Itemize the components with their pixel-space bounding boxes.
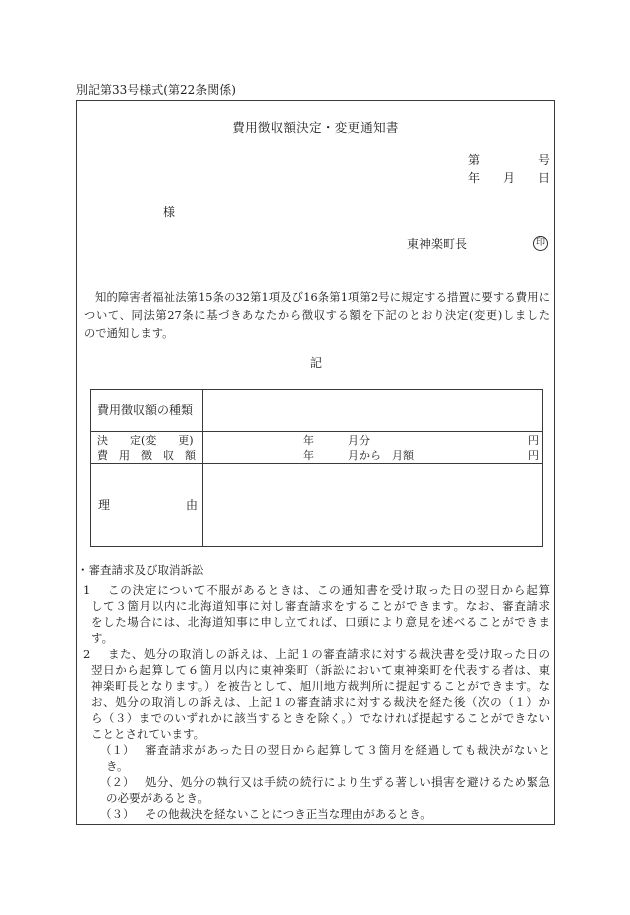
recipient-honorific: 様	[163, 205, 176, 219]
document-title: 費用徴収額決定・変更通知書	[232, 120, 399, 135]
amount-label-line: 決 定(変 更)	[97, 434, 194, 447]
appeal-item-line: 翌日から起算して６箇月以内に東神楽町（訴訟において東神楽町を代表する者は、東	[91, 663, 550, 677]
appeal-subitem-line: の必要があるとき。	[106, 791, 210, 805]
monthly-year: 年	[303, 449, 314, 462]
monthly-yen: 円	[528, 449, 539, 462]
amount-year: 年	[303, 434, 314, 447]
appeal-item-line: 神楽町長となります。）を被告として、旭川地方裁判所に提起することができます。な	[91, 679, 550, 693]
number-suffix: 号	[538, 153, 551, 167]
amount-label-cell	[91, 432, 203, 463]
amount-value	[203, 432, 542, 463]
appeal-subitem-marker: （２）	[100, 775, 135, 789]
appeal-item-line: この決定について不服があるときは、この通知書を受け取った日の翌日から起算	[108, 583, 551, 597]
table-row-amount	[91, 432, 542, 464]
reason-label-cell	[91, 464, 203, 546]
monthly-from: 月から 月額	[348, 449, 414, 462]
fee-type-label-cell	[91, 390, 203, 431]
table-row-reason	[91, 464, 542, 546]
appeal-subitem-line: その他裁決を経ないことにつき正当な理由があるとき。	[145, 807, 432, 821]
fee-table	[90, 389, 543, 547]
amount-label-line: 費 用 徴 収 額	[97, 449, 196, 462]
reason-label-char: 理	[98, 498, 111, 512]
appeal-subitem-line: 処分、処分の執行又は手続の続行により生ずる著しい損害を避けるため緊急	[145, 775, 550, 789]
appeal-subitem-line: き。	[106, 759, 129, 773]
appeal-subitem-line: 審査請求があった日の翌日から起算して３箇月を経過しても裁決がないと	[145, 743, 550, 757]
appeal-item-marker: 2	[83, 647, 91, 661]
appeal-item-line: また、処分の取消しの訴えは、上記１の審査請求に対する裁決書を受け取った日の	[108, 647, 550, 661]
reason-label-char: 由	[186, 498, 199, 512]
amount-month: 月分	[348, 434, 370, 447]
reason-value	[203, 464, 542, 546]
appeal-item-line: お、処分の取消しの訴えは、上記１の審査請求に対する裁決を経た後（次の（１）か	[91, 695, 550, 709]
date-day: 日	[538, 171, 551, 185]
fee-type-value	[203, 390, 542, 431]
appeal-subitem-marker: （１）	[100, 743, 135, 757]
form-label: 別記第33号様式(第22条関係)	[76, 83, 236, 97]
fee-type-label: 費用徴収額の種類	[97, 403, 194, 417]
appeal-item-line: す。	[91, 631, 114, 645]
appeal-item-line: をした場合には、北海道知事に申し立てれば、口頭により意見を述べることができま	[91, 615, 550, 629]
number-prefix: 第	[468, 153, 481, 167]
body-line: ので通知します。	[84, 327, 174, 340]
body-line: ついて、同法第27条に基づきあなたから徴収する額を下記のとおり決定(変更)しました	[84, 309, 550, 322]
appeal-item-line: して３箇月以内に北海道知事に対し審査請求をすることができます。なお、審査請求	[91, 599, 550, 613]
appeal-subitem-marker: （３）	[100, 807, 135, 821]
body-line: 知的障害者福祉法第15条の32第1項及び16条第1項第2号に規定する措置に要する費用に	[95, 291, 550, 304]
appeal-item-line: こととされています。	[91, 727, 206, 741]
record-mark: 記	[310, 356, 323, 370]
issuer-title: 東神楽町長	[407, 237, 468, 251]
date-month: 月	[503, 171, 516, 185]
seal-char: 印	[535, 238, 545, 248]
amount-yen: 円	[528, 434, 539, 447]
table-row-fee-type	[91, 390, 542, 432]
seal-icon	[533, 236, 548, 251]
appeal-item-line: ら（３）までのいずれかに該当するときを除く。）でなければ提起することができない	[91, 711, 550, 725]
date-year: 年	[468, 171, 481, 185]
appeal-item-marker: 1	[83, 583, 91, 597]
appeal-heading: ・審査請求及び取消訴訟	[77, 563, 204, 577]
